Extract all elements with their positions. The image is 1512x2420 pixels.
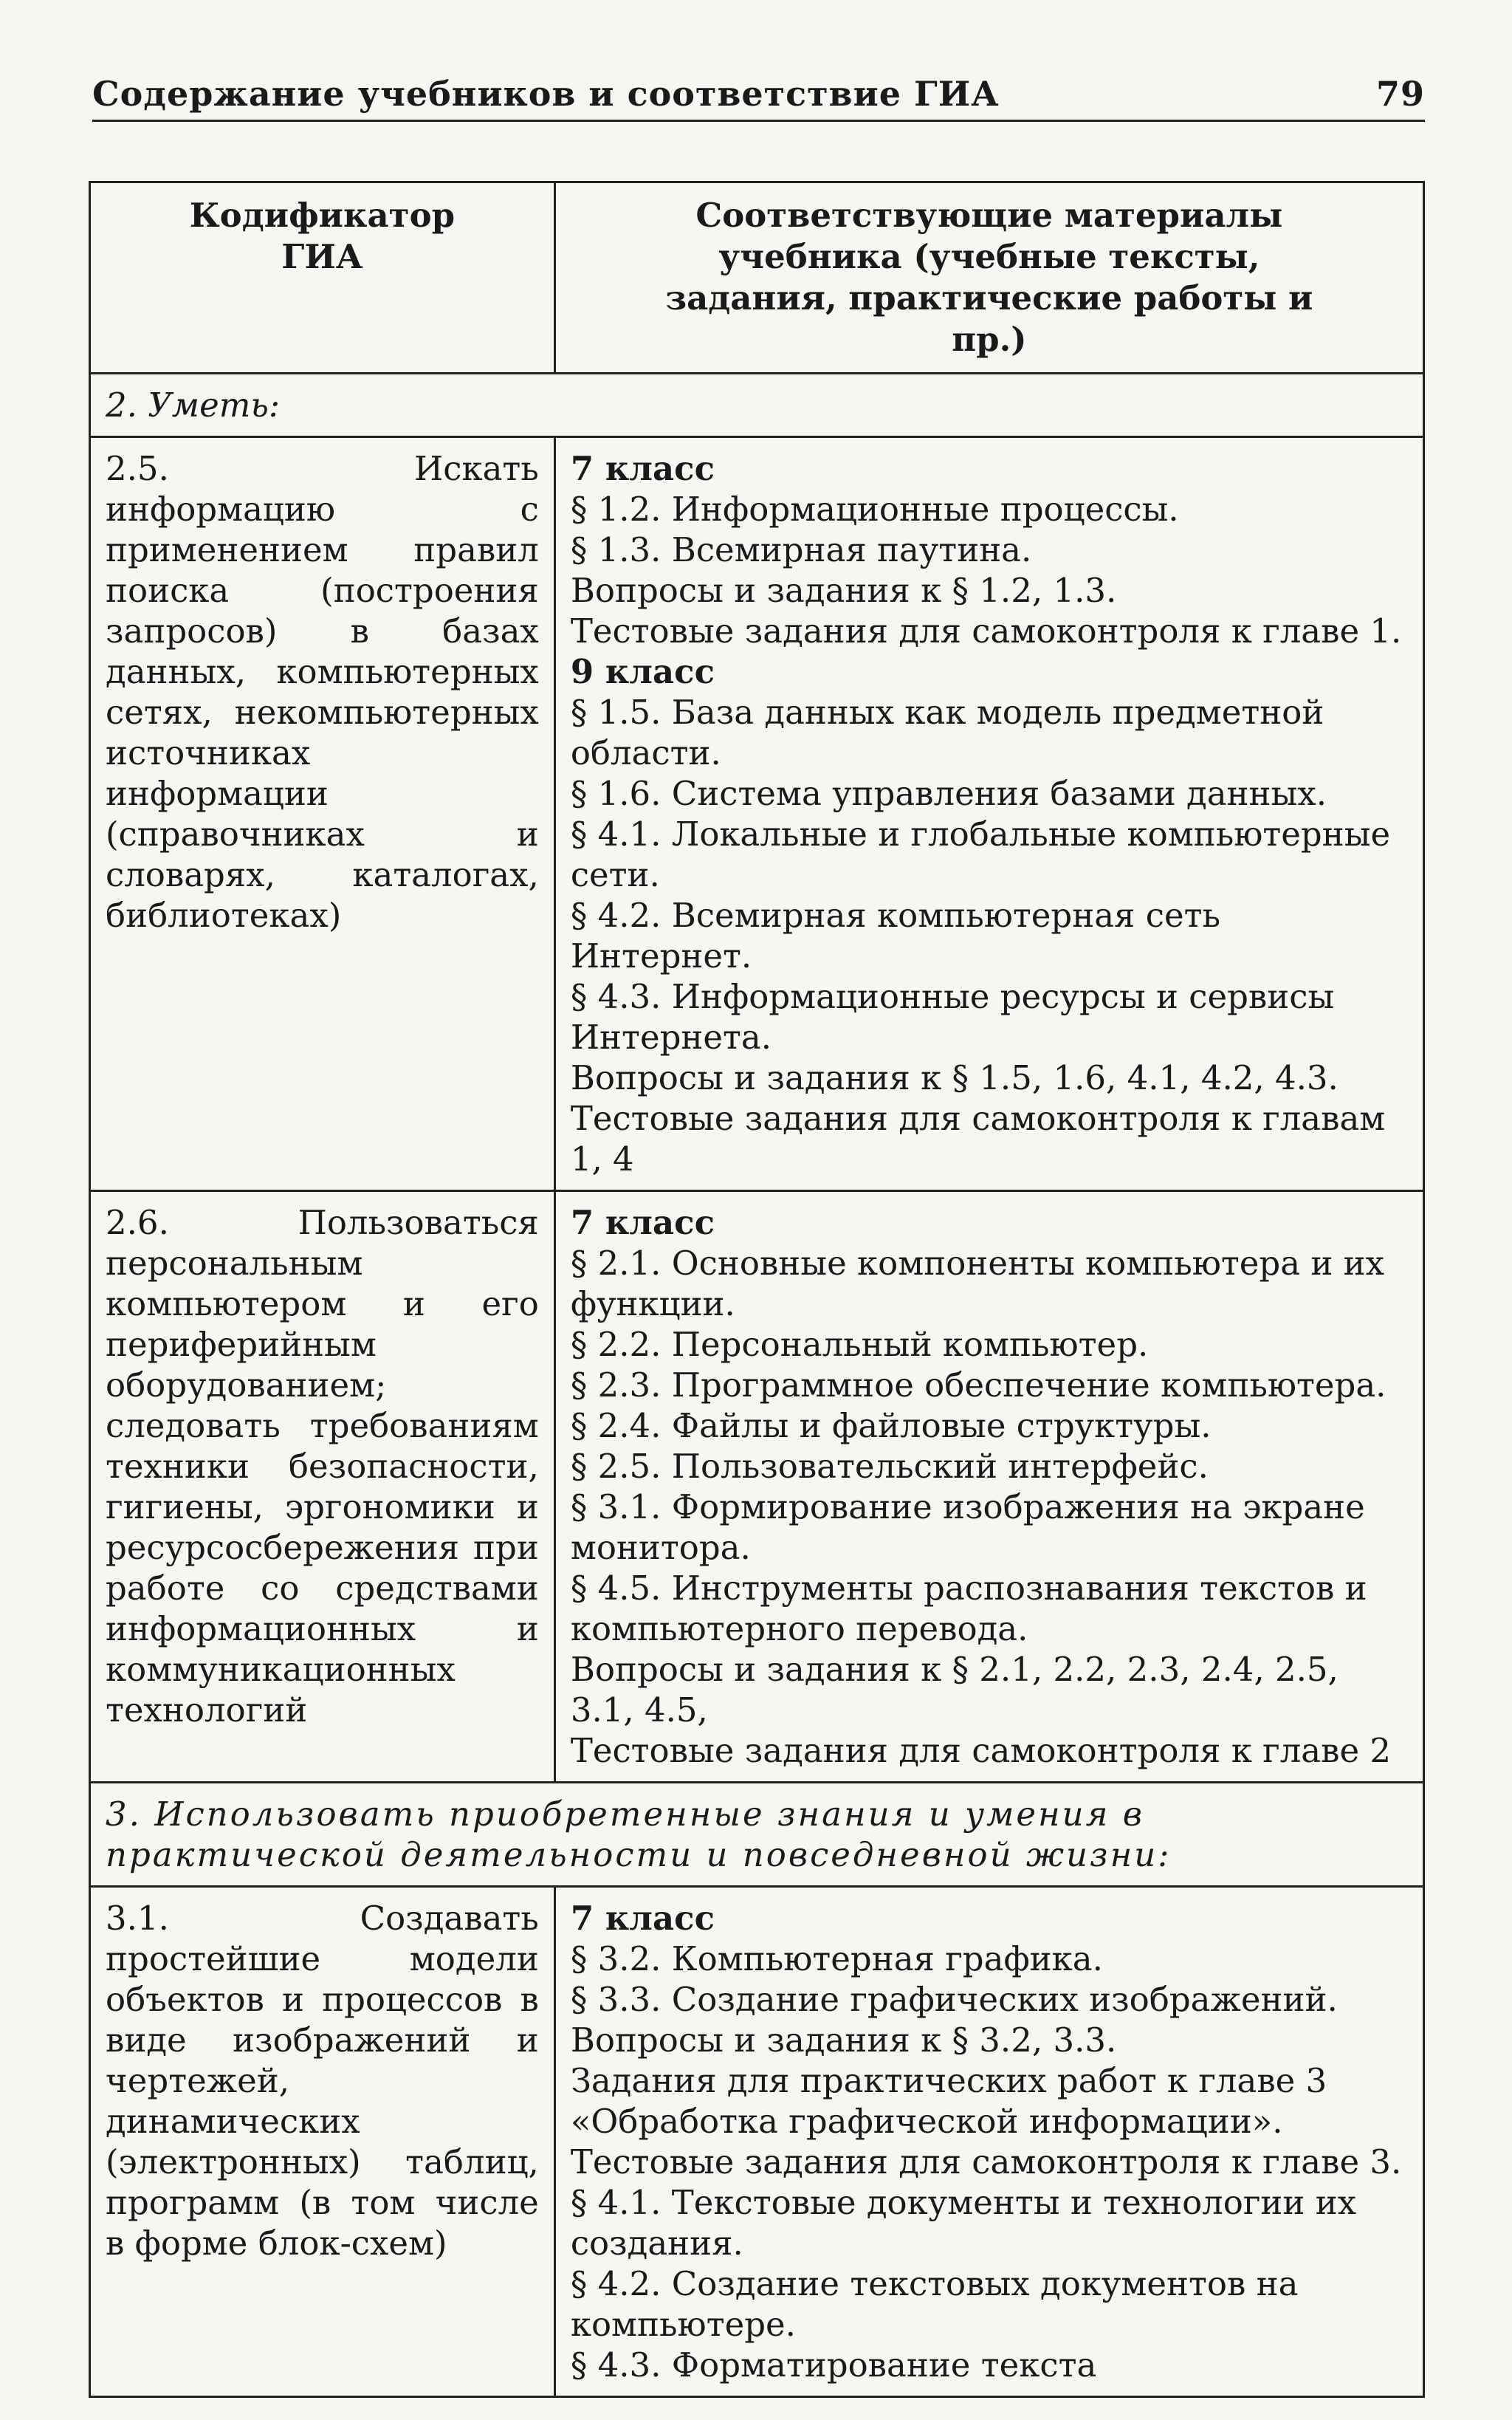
material-line: Тестовые задания для самоконтроля к главам 1, 4 (570, 1099, 1386, 1179)
grade-label: 9 класс (570, 652, 715, 691)
material-line: Вопросы и задания к § 3.2, 3.3. (570, 2020, 1117, 2060)
material-line: § 4.3. Информационные ресурсы и сервисы Интернета. (570, 977, 1335, 1057)
material-line: Вопросы и задания к § 1.5, 1.6, 4.1, 4.2, 4.3. (570, 1058, 1339, 1097)
grade-label: 7 класс (570, 449, 715, 488)
material-line: § 3.3. Создание графических изображений. (570, 1980, 1338, 2019)
material-line: § 1.3. Всемирная паутина. (570, 530, 1032, 569)
material-line: § 2.1. Основные компоненты компьютера и их функции. (570, 1244, 1385, 1323)
material-line: § 4.2. Всемирная компьютерная сеть Интернет. (570, 896, 1220, 976)
section-heading: 2. Уметь: (90, 374, 1424, 437)
material-line: Вопросы и задания к § 1.2, 1.3. (570, 571, 1117, 610)
material-line: § 2.2. Персональный компьютер. (570, 1325, 1149, 1364)
material-line: § 4.5. Инструменты распознавания текстов и компьютерного перевода. (570, 1569, 1367, 1648)
material-line: § 2.4. Файлы и файловые структуры. (570, 1406, 1212, 1445)
table-row (90, 437, 1424, 1191)
materials-cell (554, 1191, 1423, 1783)
material-line: Задания для практических работ к главе 3 «Обработка графической информации». (570, 2061, 1327, 2141)
material-line: Тестовые задания для самоконтроля к главе 3. (570, 2142, 1402, 2181)
codifier-cell: 2.5. Искать информацию с применением правил поиска (построения запросов) в базах данных, компьютерных сетях, некомпьютерных источниках информации (справочниках и словарях, каталогах, библиотеках) (90, 437, 555, 1191)
page-number: 79 (1375, 74, 1425, 114)
material-line: § 3.2. Компьютерная графика. (570, 1939, 1103, 1978)
material-line: Тестовые задания для самоконтроля к главе 1. (570, 611, 1402, 651)
section-row (90, 1783, 1424, 1887)
material-line: § 4.1. Локальные и глобальные компьютерные сети. (570, 815, 1391, 894)
codifier-cell: 3.1. Создавать простейшие модели объектов и процессов в виде изображений и чертежей, динамических (электронных) таблиц, программ (в том числе в форме блок-схем) (90, 1887, 555, 2397)
grade-label: 7 класс (570, 1203, 715, 1242)
materials-cell (554, 437, 1423, 1191)
gia-table (89, 181, 1425, 2398)
material-line: Тестовые задания для самоконтроля к главе 2 (570, 1731, 1392, 1770)
table-row (90, 1191, 1424, 1783)
table-header-row (90, 182, 1424, 374)
material-line: § 4.3. Форматирование текста (570, 2345, 1097, 2385)
codifier-cell: 2.6. Пользоваться персональным компьютером и его периферийным оборудованием; следовать требованиям техники безопасности, гигиены, эргономики и ресурсосбережения при работе со средствами информационных и коммуникационных технологий (90, 1191, 555, 1783)
running-head (92, 74, 1425, 122)
section-row (90, 374, 1424, 437)
material-line: § 1.6. Система управления базами данных. (570, 774, 1327, 813)
material-line: § 4.1. Текстовые документы и технологии их создания. (570, 2183, 1357, 2263)
table-row (90, 1887, 1424, 2397)
material-line: § 1.5. База данных как модель предметной области. (570, 693, 1324, 772)
material-line: § 4.2. Создание текстовых документов на компьютере. (570, 2264, 1299, 2344)
material-line: § 3.1. Формирование изображения на экране монитора. (570, 1487, 1365, 1567)
grade-label: 7 класс (570, 1899, 715, 1938)
material-line: § 2.5. Пользовательский интерфейс. (570, 1447, 1209, 1486)
col-header-codifier: Кодификатор ГИА (90, 182, 555, 374)
running-title: Содержание учебников и соответствие ГИА (92, 74, 1000, 114)
material-line: Вопросы и задания к § 2.1, 2.2, 2.3, 2.4, 2.5, 3.1, 4.5, (570, 1650, 1339, 1730)
material-line: § 1.2. Информационные процессы. (570, 490, 1179, 529)
col-header-materials: Соответствующие материалы учебника (учебные тексты, задания, практические работы и пр.) (554, 182, 1423, 374)
materials-cell (554, 1887, 1423, 2397)
section-heading: 3. Использовать приобретенные знания и умения в практической деятельности и повседневной жизни: (90, 1783, 1424, 1887)
material-line: § 2.3. Программное обеспечение компьютера. (570, 1365, 1386, 1405)
